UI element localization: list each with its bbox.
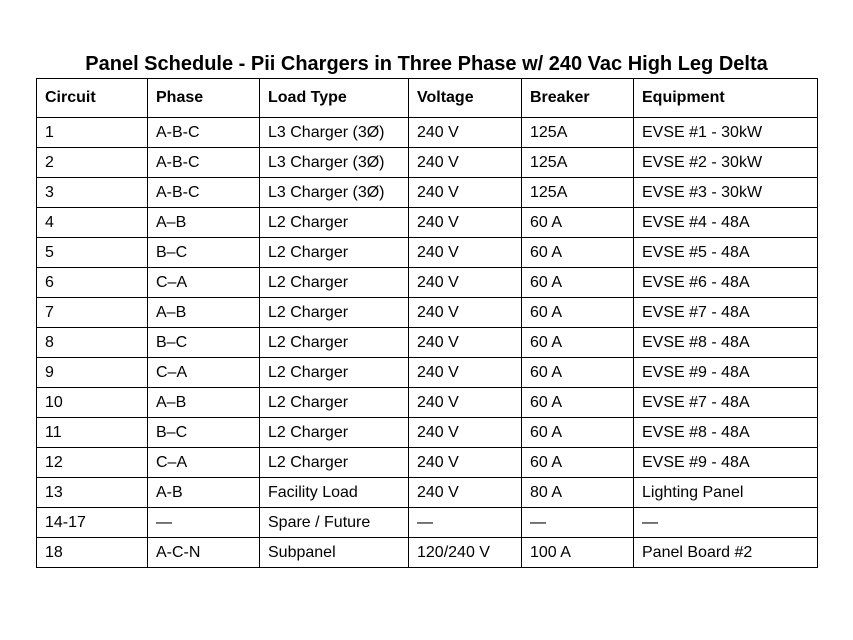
table-row: [37, 118, 818, 148]
table-row: [37, 148, 818, 178]
table-row: [37, 268, 818, 298]
equipment-cell: EVSE #5 - 48A: [634, 238, 818, 268]
table-row: [37, 238, 818, 268]
page-title: Panel Schedule - Pii Chargers in Three Phase w/ 240 Vac High Leg Delta: [85, 53, 768, 75]
phase-cell: —: [148, 508, 260, 538]
phase-cell: A-B-C: [148, 178, 260, 208]
table-row: [37, 298, 818, 328]
voltage-cell: 240 V: [409, 178, 522, 208]
breaker-cell: 60 A: [522, 298, 634, 328]
load-type-cell: L2 Charger: [260, 328, 409, 358]
phase-cell: B–C: [148, 418, 260, 448]
breaker-cell: 60 A: [522, 208, 634, 238]
equipment-cell: EVSE #6 - 48A: [634, 268, 818, 298]
voltage-cell: 240 V: [409, 298, 522, 328]
circuit-cell: 12: [37, 448, 148, 478]
voltage-cell: 240 V: [409, 388, 522, 418]
load-type-cell: L2 Charger: [260, 238, 409, 268]
load-type-cell: L2 Charger: [260, 358, 409, 388]
equipment-cell: EVSE #7 - 48A: [634, 298, 818, 328]
circuit-cell: 14-17: [37, 508, 148, 538]
phase-cell: A–B: [148, 298, 260, 328]
equipment-cell: Lighting Panel: [634, 478, 818, 508]
breaker-cell: 60 A: [522, 418, 634, 448]
equipment-cell: —: [634, 508, 818, 538]
load-type-cell: L2 Charger: [260, 418, 409, 448]
load-type-cell: L3 Charger (3Ø): [260, 118, 409, 148]
load-type-cell: L3 Charger (3Ø): [260, 148, 409, 178]
breaker-cell: 60 A: [522, 238, 634, 268]
column-header-load-type: Load Type: [260, 79, 409, 118]
breaker-cell: 60 A: [522, 328, 634, 358]
load-type-cell: L2 Charger: [260, 388, 409, 418]
voltage-cell: 240 V: [409, 358, 522, 388]
table-row: [37, 448, 818, 478]
table-row: [37, 418, 818, 448]
column-header-circuit: Circuit: [37, 79, 148, 118]
load-type-cell: L2 Charger: [260, 268, 409, 298]
load-type-cell: Subpanel: [260, 538, 409, 568]
circuit-cell: 3: [37, 178, 148, 208]
voltage-cell: 240 V: [409, 268, 522, 298]
table-row: [37, 388, 818, 418]
table-row: [37, 538, 818, 568]
phase-cell: C–A: [148, 268, 260, 298]
table-row: [37, 358, 818, 388]
column-header-voltage: Voltage: [409, 79, 522, 118]
table-header-row: [37, 79, 818, 118]
equipment-cell: EVSE #8 - 48A: [634, 418, 818, 448]
voltage-cell: 240 V: [409, 118, 522, 148]
circuit-cell: 13: [37, 478, 148, 508]
voltage-cell: 240 V: [409, 208, 522, 238]
voltage-cell: 240 V: [409, 418, 522, 448]
load-type-cell: L2 Charger: [260, 298, 409, 328]
table-body: [37, 118, 818, 568]
equipment-cell: EVSE #9 - 48A: [634, 358, 818, 388]
circuit-cell: 8: [37, 328, 148, 358]
breaker-cell: 125A: [522, 148, 634, 178]
table-row: [37, 508, 818, 538]
table-row: [37, 478, 818, 508]
equipment-cell: EVSE #3 - 30kW: [634, 178, 818, 208]
breaker-cell: 60 A: [522, 358, 634, 388]
breaker-cell: 80 A: [522, 478, 634, 508]
circuit-cell: 2: [37, 148, 148, 178]
voltage-cell: 240 V: [409, 448, 522, 478]
circuit-cell: 6: [37, 268, 148, 298]
voltage-cell: 240 V: [409, 238, 522, 268]
equipment-cell: EVSE #7 - 48A: [634, 388, 818, 418]
equipment-cell: EVSE #8 - 48A: [634, 328, 818, 358]
column-header-phase: Phase: [148, 79, 260, 118]
circuit-cell: 1: [37, 118, 148, 148]
breaker-cell: —: [522, 508, 634, 538]
circuit-cell: 7: [37, 298, 148, 328]
breaker-cell: 125A: [522, 118, 634, 148]
voltage-cell: 240 V: [409, 328, 522, 358]
load-type-cell: Spare / Future: [260, 508, 409, 538]
load-type-cell: L3 Charger (3Ø): [260, 178, 409, 208]
phase-cell: B–C: [148, 238, 260, 268]
breaker-cell: 60 A: [522, 448, 634, 478]
voltage-cell: 120/240 V: [409, 538, 522, 568]
circuit-cell: 9: [37, 358, 148, 388]
phase-cell: A–B: [148, 388, 260, 418]
circuit-cell: 11: [37, 418, 148, 448]
equipment-cell: EVSE #1 - 30kW: [634, 118, 818, 148]
load-type-cell: L2 Charger: [260, 208, 409, 238]
equipment-cell: EVSE #2 - 30kW: [634, 148, 818, 178]
phase-cell: A-B: [148, 478, 260, 508]
voltage-cell: —: [409, 508, 522, 538]
circuit-cell: 18: [37, 538, 148, 568]
voltage-cell: 240 V: [409, 478, 522, 508]
column-header-breaker: Breaker: [522, 79, 634, 118]
breaker-cell: 100 A: [522, 538, 634, 568]
breaker-cell: 125A: [522, 178, 634, 208]
circuit-cell: 5: [37, 238, 148, 268]
phase-cell: A–B: [148, 208, 260, 238]
table-row: [37, 178, 818, 208]
phase-cell: A-B-C: [148, 148, 260, 178]
load-type-cell: Facility Load: [260, 478, 409, 508]
table-row: [37, 208, 818, 238]
phase-cell: C–A: [148, 448, 260, 478]
circuit-cell: 4: [37, 208, 148, 238]
equipment-cell: EVSE #9 - 48A: [634, 448, 818, 478]
equipment-cell: Panel Board #2: [634, 538, 818, 568]
equipment-cell: EVSE #4 - 48A: [634, 208, 818, 238]
voltage-cell: 240 V: [409, 148, 522, 178]
column-header-equipment: Equipment: [634, 79, 818, 118]
circuit-cell: 10: [37, 388, 148, 418]
breaker-cell: 60 A: [522, 388, 634, 418]
panel-schedule-table: [36, 78, 818, 568]
load-type-cell: L2 Charger: [260, 448, 409, 478]
phase-cell: B–C: [148, 328, 260, 358]
breaker-cell: 60 A: [522, 268, 634, 298]
phase-cell: A-C-N: [148, 538, 260, 568]
phase-cell: C–A: [148, 358, 260, 388]
phase-cell: A-B-C: [148, 118, 260, 148]
table-row: [37, 328, 818, 358]
